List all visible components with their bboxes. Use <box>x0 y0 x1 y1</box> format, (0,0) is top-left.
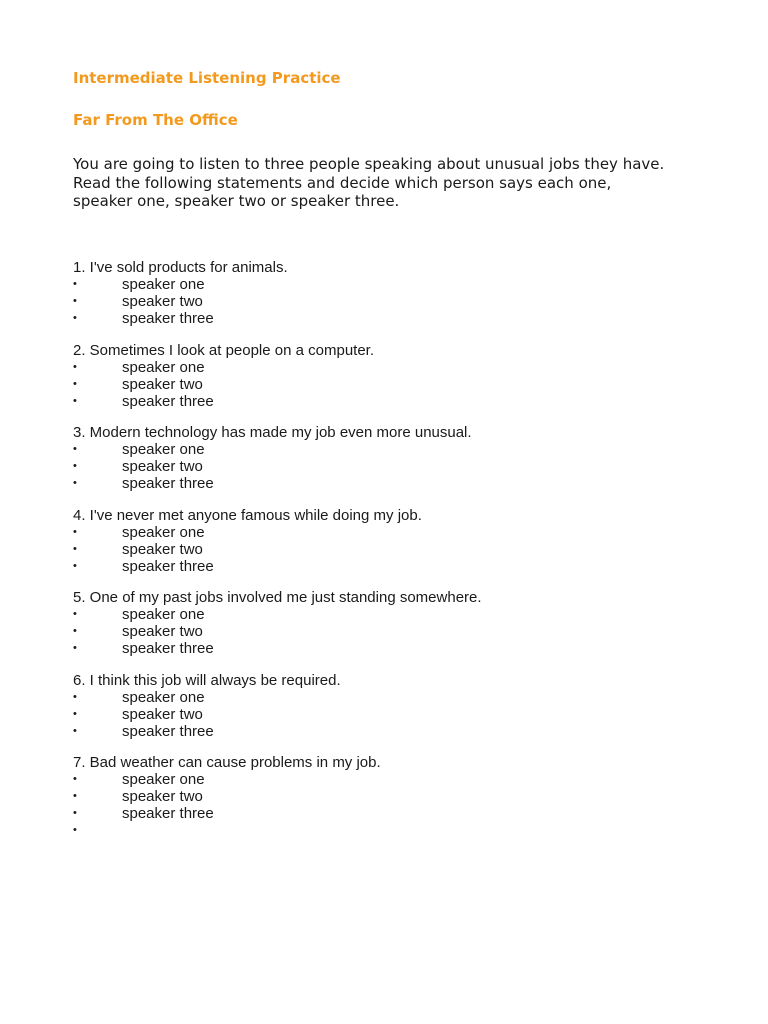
question-item <box>73 672 723 740</box>
intro-line: Read the following statements and decide which person says each one, <box>73 173 612 192</box>
bullet-icon: • <box>73 295 77 307</box>
intro-line: speaker one, speaker two or speaker three. <box>73 192 400 210</box>
answer-option-label: speaker three <box>122 805 214 822</box>
answer-option-label: speaker two <box>122 705 203 723</box>
answer-option <box>73 293 723 310</box>
answer-option <box>73 640 723 657</box>
answer-option-label: speaker two <box>122 375 203 393</box>
answer-option <box>73 359 723 376</box>
bullet-icon: • <box>73 360 77 373</box>
answer-option <box>73 541 723 558</box>
answer-option <box>73 393 723 410</box>
question-item <box>73 507 723 575</box>
answer-option-label: speaker two <box>122 540 203 558</box>
answer-option-label: speaker three <box>122 475 214 492</box>
bullet-icon: • <box>73 525 77 538</box>
answer-option-label: speaker three <box>122 640 214 657</box>
bullet-icon: • <box>73 773 77 785</box>
answer-option-label: speaker one <box>122 771 205 788</box>
answer-option-label: speaker one <box>122 358 205 376</box>
question-text: 7. Bad weather can cause problems in my job. <box>73 754 381 771</box>
answer-option-label: speaker two <box>122 623 203 640</box>
question-item <box>73 259 723 327</box>
question-list <box>73 259 723 839</box>
page-subtitle: Far From The Office <box>73 111 238 129</box>
answer-option-label: speaker one <box>122 276 205 293</box>
question-item <box>73 342 723 410</box>
bullet-icon: • <box>73 559 77 572</box>
question-text: 6. I think this job will always be required. <box>73 671 341 689</box>
answer-option <box>73 524 723 541</box>
answer-option <box>73 475 723 492</box>
bullet-icon: • <box>73 377 77 390</box>
bullet-icon: • <box>73 312 77 324</box>
bullet-icon: • <box>73 460 77 472</box>
bullet-icon: • <box>73 807 77 819</box>
answer-option <box>73 623 723 640</box>
bullet-icon: • <box>73 542 77 555</box>
question-item <box>73 754 723 822</box>
answer-option-label: speaker one <box>122 441 205 458</box>
answer-option <box>73 805 723 822</box>
answer-option-label: speaker two <box>122 293 203 310</box>
bullet-icon: • <box>73 707 77 720</box>
answer-option-label: speaker one <box>122 606 205 623</box>
answer-option <box>73 558 723 575</box>
question-item <box>73 424 723 492</box>
bullet-icon: • <box>73 477 77 489</box>
bullet-icon: • <box>73 824 77 836</box>
answer-option <box>73 723 723 740</box>
bullet-icon: • <box>73 642 77 654</box>
answer-option <box>73 606 723 623</box>
question-text: 4. I've never met anyone famous while doing my job. <box>73 506 422 524</box>
answer-option-label: speaker three <box>122 557 214 575</box>
bullet-icon: • <box>73 690 77 703</box>
answer-option <box>73 376 723 393</box>
answer-option-label: speaker three <box>122 310 214 327</box>
answer-option <box>73 310 723 327</box>
intro-paragraph <box>73 155 723 211</box>
answer-option <box>73 689 723 706</box>
question-text: 3. Modern technology has made my job even more unusual. <box>73 424 472 441</box>
bullet-icon: • <box>73 608 77 620</box>
answer-option <box>73 441 723 458</box>
question-item <box>73 589 723 657</box>
page-title: Intermediate Listening Practice <box>73 69 341 87</box>
question-text: 2. Sometimes I look at people on a computer. <box>73 341 375 359</box>
empty-bullet-row <box>73 822 723 839</box>
answer-option-label: speaker three <box>122 722 214 740</box>
bullet-icon: • <box>73 443 77 455</box>
answer-option <box>73 458 723 475</box>
answer-option-label: speaker one <box>122 688 205 706</box>
bullet-icon: • <box>73 724 77 737</box>
answer-option-label: speaker two <box>122 788 203 805</box>
intro-line: You are going to listen to three people speaking about unusual jobs they have. <box>73 155 665 173</box>
question-text: 5. One of my past jobs involved me just standing somewhere. <box>73 589 482 606</box>
bullet-icon: • <box>73 278 77 290</box>
answer-option-label: speaker three <box>122 392 214 410</box>
answer-option-label: speaker one <box>122 523 205 541</box>
bullet-icon: • <box>73 394 77 407</box>
answer-option <box>73 276 723 293</box>
question-text: 1. I've sold products for animals. <box>73 259 288 276</box>
answer-option <box>73 788 723 805</box>
bullet-icon: • <box>73 625 77 637</box>
bullet-icon: • <box>73 790 77 802</box>
answer-option <box>73 771 723 788</box>
answer-option-label: speaker two <box>122 458 203 475</box>
answer-option <box>73 706 723 723</box>
